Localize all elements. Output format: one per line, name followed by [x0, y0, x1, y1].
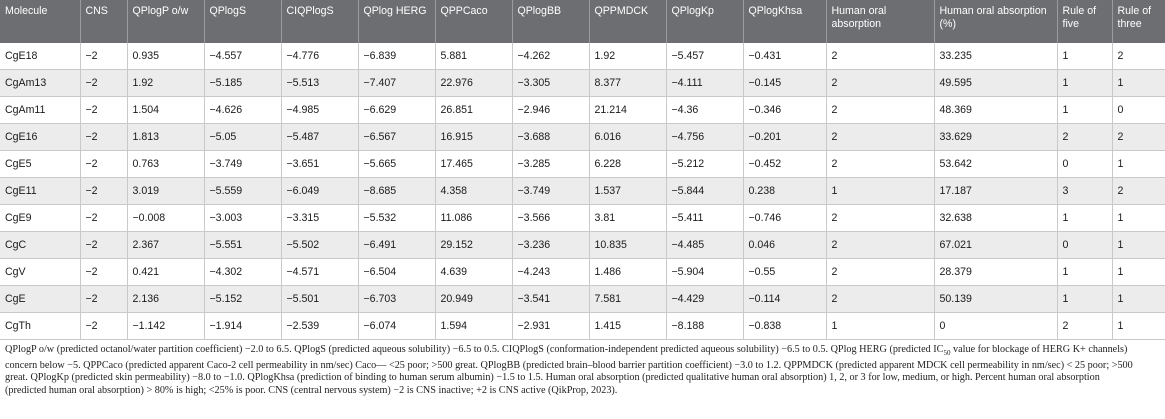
table-cell: 1	[1057, 259, 1112, 286]
table-cell: 1.92	[589, 43, 666, 70]
molecule-name-cell: CgV	[0, 259, 80, 286]
table-cell: 2	[1057, 313, 1112, 340]
table-cell: −2	[80, 286, 127, 313]
table-cell: 26.851	[435, 97, 512, 124]
molecule-name-cell: CgTh	[0, 313, 80, 340]
table-cell: 1	[1112, 313, 1165, 340]
table-cell: 2	[826, 70, 934, 97]
table-cell: −5.532	[358, 205, 435, 232]
table-cell: −5.502	[281, 232, 358, 259]
table-cell: −3.541	[512, 286, 589, 313]
table-cell: 6.228	[589, 151, 666, 178]
column-header: QPPMDCK	[589, 0, 666, 43]
table-cell: 1	[1057, 43, 1112, 70]
table-cell: 2.367	[127, 232, 204, 259]
table-row	[0, 97, 1165, 124]
column-header: QPlogP o/w	[127, 0, 204, 43]
table-cell: 1.594	[435, 313, 512, 340]
table-header	[0, 0, 1165, 43]
table-cell: 1	[1057, 205, 1112, 232]
column-header: QPlogS	[204, 0, 281, 43]
table-row	[0, 178, 1165, 205]
table-row	[0, 286, 1165, 313]
table-cell: 2	[826, 259, 934, 286]
table-cell: −5.844	[666, 178, 743, 205]
table-cell: 1	[1057, 70, 1112, 97]
table-cell: −4.485	[666, 232, 743, 259]
table-cell: 0	[934, 313, 1057, 340]
table-cell: 21.214	[589, 97, 666, 124]
table-cell: 1	[1057, 97, 1112, 124]
table-cell: 2	[1112, 178, 1165, 205]
table-cell: −3.285	[512, 151, 589, 178]
table-cell: 1	[1112, 205, 1165, 232]
table-cell: −2.931	[512, 313, 589, 340]
table-cell: 17.465	[435, 151, 512, 178]
table-cell: 3.81	[589, 205, 666, 232]
table-cell: 4.358	[435, 178, 512, 205]
table-cell: 0.046	[743, 232, 826, 259]
table-cell: −4.302	[204, 259, 281, 286]
table-cell: −0.746	[743, 205, 826, 232]
table-cell: 11.086	[435, 205, 512, 232]
molecule-name-cell: CgE	[0, 286, 80, 313]
table-cell: −0.346	[743, 97, 826, 124]
table-cell: −2	[80, 178, 127, 205]
table-cell: 7.581	[589, 286, 666, 313]
column-header: QPlogKp	[666, 0, 743, 43]
table-cell: 2	[826, 286, 934, 313]
table-cell: −0.55	[743, 259, 826, 286]
table-cell: −6.504	[358, 259, 435, 286]
table-cell: −0.431	[743, 43, 826, 70]
table-cell: −0.452	[743, 151, 826, 178]
table-row	[0, 313, 1165, 340]
column-header: Rule of three	[1112, 0, 1165, 43]
table-cell: 1	[1112, 151, 1165, 178]
table-cell: −1.914	[204, 313, 281, 340]
molecule-name-cell: CgC	[0, 232, 80, 259]
table-cell: 49.595	[934, 70, 1057, 97]
table-cell: 8.377	[589, 70, 666, 97]
table-cell: −4.557	[204, 43, 281, 70]
table-cell: 3.019	[127, 178, 204, 205]
table-cell: −3.749	[204, 151, 281, 178]
table-cell: −0.838	[743, 313, 826, 340]
column-header: CIQPlogS	[281, 0, 358, 43]
table-cell: 3	[1057, 178, 1112, 205]
table-cell: −2	[80, 313, 127, 340]
table-cell: −2	[80, 259, 127, 286]
table-cell: 0.421	[127, 259, 204, 286]
table-cell: −2	[80, 97, 127, 124]
table-row	[0, 151, 1165, 178]
footnote-subscript: 50	[943, 349, 951, 358]
table-cell: 0.935	[127, 43, 204, 70]
molecule-name-cell: CgE5	[0, 151, 80, 178]
column-header: CNS	[80, 0, 127, 43]
table-cell: −5.513	[281, 70, 358, 97]
table-cell: −5.152	[204, 286, 281, 313]
table-cell: −3.651	[281, 151, 358, 178]
table-cell: −8.685	[358, 178, 435, 205]
table-cell: −5.457	[666, 43, 743, 70]
table-cell: −0.114	[743, 286, 826, 313]
table-cell: 1	[1112, 70, 1165, 97]
header-row	[0, 0, 1165, 43]
table-row	[0, 232, 1165, 259]
column-header: Human oral absorption (%)	[934, 0, 1057, 43]
table-cell: 20.949	[435, 286, 512, 313]
table-cell: 1	[1057, 286, 1112, 313]
table-cell: −5.487	[281, 124, 358, 151]
table-cell: −7.407	[358, 70, 435, 97]
table-cell: 48.369	[934, 97, 1057, 124]
table-cell: 1.537	[589, 178, 666, 205]
table-cell: −3.003	[204, 205, 281, 232]
table-cell: 16.915	[435, 124, 512, 151]
table-cell: −5.559	[204, 178, 281, 205]
table-cell: 32.638	[934, 205, 1057, 232]
table-cell: −6.074	[358, 313, 435, 340]
table-cell: −5.551	[204, 232, 281, 259]
table-cell: 0	[1112, 97, 1165, 124]
column-header: QPlogBB	[512, 0, 589, 43]
table-cell: −0.201	[743, 124, 826, 151]
table-cell: 2	[1112, 124, 1165, 151]
column-header: QPlog HERG	[358, 0, 435, 43]
column-header: QPlogKhsa	[743, 0, 826, 43]
table-cell: −2.539	[281, 313, 358, 340]
table-cell: −5.411	[666, 205, 743, 232]
table-cell: −6.491	[358, 232, 435, 259]
table-cell: 2	[826, 124, 934, 151]
table-cell: 0.763	[127, 151, 204, 178]
table-cell: 53.642	[934, 151, 1057, 178]
table-cell: −3.688	[512, 124, 589, 151]
table-cell: −4.111	[666, 70, 743, 97]
table-cell: −2	[80, 124, 127, 151]
table-cell: −5.904	[666, 259, 743, 286]
table-cell: −4.262	[512, 43, 589, 70]
table-cell: −0.145	[743, 70, 826, 97]
table-cell: −6.049	[281, 178, 358, 205]
table-cell: −4.756	[666, 124, 743, 151]
table-cell: 28.379	[934, 259, 1057, 286]
table-cell: 1	[1112, 286, 1165, 313]
table-cell: 1.486	[589, 259, 666, 286]
table-cell: 29.152	[435, 232, 512, 259]
table-cell: 33.235	[934, 43, 1057, 70]
table-cell: −8.188	[666, 313, 743, 340]
table-cell: −6.839	[358, 43, 435, 70]
table-cell: 2	[826, 43, 934, 70]
table-cell: −3.305	[512, 70, 589, 97]
table-cell: 17.187	[934, 178, 1057, 205]
table-cell: 1	[826, 313, 934, 340]
footnote-text-2: value for blockage of HERG K+ channels) concern below −5. QPPCaco (predicted apparent Caco-2 cell permeability in nm/sec) Caco— <25 poor; >500 great. QPlogBB (predicted brain–blood barrier partition coefficient) −3.0 to 1.2. QPPMDCK (predicted apparent MDCK cell permeability in nm/sec) < 25 poor; >500 great. QPlogKp (predicted skin permeability) −8.0 to −1.0. QPlogKhsa (prediction of binding to human serum albumin) −1.5 to 1.5. Human oral absorption (predicted qualitative human oral absorption) 1, 2, or 3 for low, medium, or high. Percent human oral absorption (predicted human oral absorption) > 80% is high; <25% is poor. CNS (central nervous system) −2 is CNS inactive; +2 is CNS active (QikProp, 2023).	[5, 344, 1133, 396]
molecule-name-cell: CgAm11	[0, 97, 80, 124]
table-cell: 2	[826, 232, 934, 259]
table-cell: 0.238	[743, 178, 826, 205]
table-cell: −5.185	[204, 70, 281, 97]
table-cell: 2	[826, 97, 934, 124]
table-cell: 2	[1112, 43, 1165, 70]
table-cell: 0	[1057, 232, 1112, 259]
table-cell: 4.639	[435, 259, 512, 286]
column-header: Molecule	[0, 0, 80, 43]
table-cell: 1.504	[127, 97, 204, 124]
table-cell: −2	[80, 70, 127, 97]
table-cell: 6.016	[589, 124, 666, 151]
table-cell: 1	[826, 178, 934, 205]
table-cell: −4.243	[512, 259, 589, 286]
table-cell: −3.749	[512, 178, 589, 205]
table-cell: −4.985	[281, 97, 358, 124]
column-header: Human oral absorption	[826, 0, 934, 43]
table-cell: 5.881	[435, 43, 512, 70]
table-cell: −4.429	[666, 286, 743, 313]
table-row	[0, 70, 1165, 97]
table-row	[0, 124, 1165, 151]
footnote-text-1: QPlogP o/w (predicted octanol/water partition coefficient) −2.0 to 6.5. QPlogS (predicted aqueous solubility) −6.5 to 0.5. CIQPlogS (conformation-independent predicted aqueous solubility) −6.5 to 0.5. QPlog HERG (predicted IC	[5, 344, 944, 355]
table-cell: −4.571	[281, 259, 358, 286]
table-cell: 10.835	[589, 232, 666, 259]
table-cell: 1.813	[127, 124, 204, 151]
table-cell: −6.629	[358, 97, 435, 124]
molecule-name-cell: CgE18	[0, 43, 80, 70]
table-cell: 1.92	[127, 70, 204, 97]
table-cell: −5.212	[666, 151, 743, 178]
table-cell: −2	[80, 232, 127, 259]
molecule-name-cell: CgAm13	[0, 70, 80, 97]
column-header: Rule of five	[1057, 0, 1112, 43]
table-cell: 0	[1057, 151, 1112, 178]
table-cell: −0.008	[127, 205, 204, 232]
table-cell: −4.36	[666, 97, 743, 124]
column-header: QPPCaco	[435, 0, 512, 43]
table-cell: −1.142	[127, 313, 204, 340]
table-cell: −6.703	[358, 286, 435, 313]
table-cell: −2.946	[512, 97, 589, 124]
table-footnote	[0, 340, 1145, 397]
table-row	[0, 43, 1165, 70]
table-cell: −4.776	[281, 43, 358, 70]
table-cell: 67.021	[934, 232, 1057, 259]
molecule-name-cell: CgE9	[0, 205, 80, 232]
table-cell: −5.665	[358, 151, 435, 178]
molecule-name-cell: CgE11	[0, 178, 80, 205]
molecule-name-cell: CgE16	[0, 124, 80, 151]
table-cell: −3.315	[281, 205, 358, 232]
table-cell: −2	[80, 43, 127, 70]
table-cell: 50.139	[934, 286, 1057, 313]
table-cell: −5.501	[281, 286, 358, 313]
table-cell: −6.567	[358, 124, 435, 151]
table-cell: −2	[80, 151, 127, 178]
table-cell: −3.566	[512, 205, 589, 232]
table-cell: −2	[80, 205, 127, 232]
table-cell: −5.05	[204, 124, 281, 151]
table-cell: 2	[826, 151, 934, 178]
table-cell: −3.236	[512, 232, 589, 259]
table-cell: 33.629	[934, 124, 1057, 151]
table-row	[0, 259, 1165, 286]
table-cell: 2.136	[127, 286, 204, 313]
table-cell: 1	[1112, 259, 1165, 286]
table-cell: 2	[826, 205, 934, 232]
table-cell: 2	[1057, 124, 1112, 151]
table-cell: 1	[1112, 232, 1165, 259]
table-cell: 22.976	[435, 70, 512, 97]
table-cell: −4.626	[204, 97, 281, 124]
table-cell: 1.415	[589, 313, 666, 340]
table-body	[0, 43, 1165, 340]
table-row	[0, 205, 1165, 232]
